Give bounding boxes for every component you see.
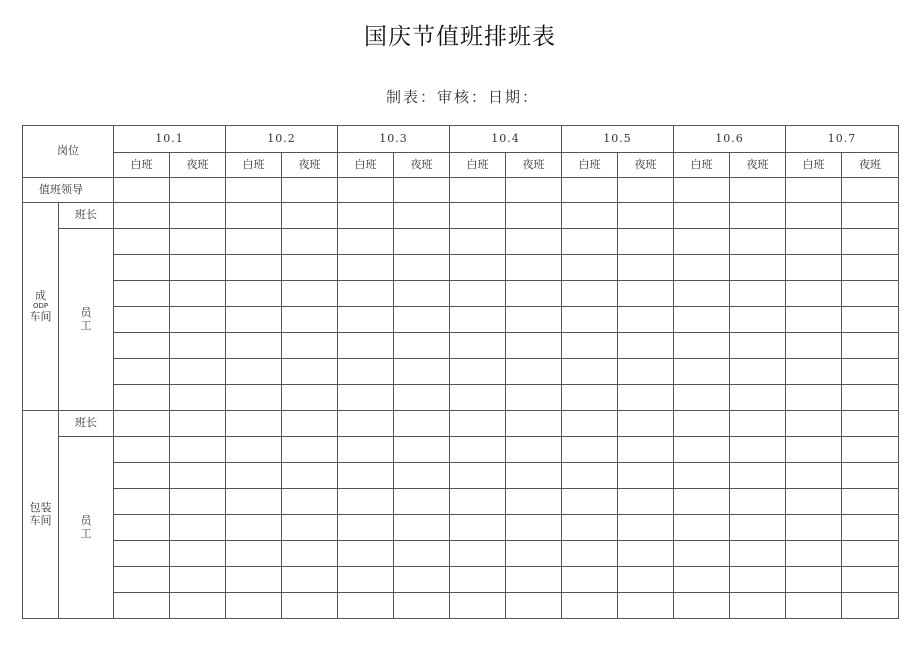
- sec1-staff0-day-4-cell[interactable]: [562, 437, 618, 463]
- sec1-staff2-night-1-cell[interactable]: [282, 489, 338, 515]
- sec0-staff1-night-5-cell[interactable]: [730, 255, 786, 281]
- sec1-foreman-day-6-cell[interactable]: [786, 411, 842, 437]
- day-shift-header: 白班: [562, 153, 618, 178]
- leader-night-6-cell[interactable]: [842, 178, 899, 203]
- sec1-staff4-day-3-cell[interactable]: [450, 541, 506, 567]
- sec0-staff5-day-1-cell[interactable]: [226, 359, 282, 385]
- sec0-staff0-day-5-cell[interactable]: [674, 229, 730, 255]
- sec0-staff2-night-4-cell[interactable]: [618, 281, 674, 307]
- sec0-staff2-night-6-cell[interactable]: [842, 281, 899, 307]
- foreman-row: [23, 203, 899, 229]
- sec1-staff4-night-2-cell[interactable]: [394, 541, 450, 567]
- sec0-staff3-night-5-cell[interactable]: [730, 307, 786, 333]
- sec1-staff2-day-0-cell[interactable]: [114, 489, 170, 515]
- sec1-foreman-day-3-cell[interactable]: [450, 411, 506, 437]
- sec0-foreman-night-1-cell[interactable]: [282, 203, 338, 229]
- sec1-staff0-night-6-cell[interactable]: [842, 437, 899, 463]
- sec1-staff5-night-4-cell[interactable]: [618, 567, 674, 593]
- sec1-staff6-night-6-cell[interactable]: [842, 593, 899, 619]
- sec0-staff5-day-3-cell[interactable]: [450, 359, 506, 385]
- sec0-staff5-night-4-cell[interactable]: [618, 359, 674, 385]
- sec1-foreman-night-2-cell[interactable]: [394, 411, 450, 437]
- sec0-staff0-day-6-cell[interactable]: [786, 229, 842, 255]
- sec1-staff2-day-3-cell[interactable]: [450, 489, 506, 515]
- staff-row: [23, 567, 899, 593]
- sec0-staff5-night-0-cell[interactable]: [170, 359, 226, 385]
- sec0-staff6-day-5-cell[interactable]: [674, 385, 730, 411]
- foreman-label: 班长: [59, 411, 114, 437]
- sec0-staff1-night-2-cell[interactable]: [394, 255, 450, 281]
- staff-label-char-2: 工: [80, 318, 92, 332]
- sec0-staff6-day-4-cell[interactable]: [562, 385, 618, 411]
- staff-row: [23, 229, 899, 255]
- sec0-staff3-day-6-cell[interactable]: [786, 307, 842, 333]
- department-name-top: 成: [35, 289, 46, 303]
- sec1-staff0-night-5-cell[interactable]: [730, 437, 786, 463]
- sec1-staff5-night-2-cell[interactable]: [394, 567, 450, 593]
- staff-row: [23, 541, 899, 567]
- leader-label: 值班领导: [23, 178, 114, 203]
- sec0-foreman-night-6-cell[interactable]: [842, 203, 899, 229]
- sec0-staff6-day-0-cell[interactable]: [114, 385, 170, 411]
- sec0-staff3-night-0-cell[interactable]: [170, 307, 226, 333]
- date-header: 10.6: [674, 126, 786, 153]
- sec1-staff5-night-1-cell[interactable]: [282, 567, 338, 593]
- sec0-staff4-night-4-cell[interactable]: [618, 333, 674, 359]
- sec1-staff5-day-0-cell[interactable]: [114, 567, 170, 593]
- sec1-staff3-night-4-cell[interactable]: [618, 515, 674, 541]
- sec0-staff5-night-3-cell[interactable]: [506, 359, 562, 385]
- sec1-staff1-night-4-cell[interactable]: [618, 463, 674, 489]
- sec0-staff2-day-4-cell[interactable]: [562, 281, 618, 307]
- sec0-foreman-day-6-cell[interactable]: [786, 203, 842, 229]
- sec0-staff6-night-2-cell[interactable]: [394, 385, 450, 411]
- sec1-staff2-night-0-cell[interactable]: [170, 489, 226, 515]
- staff-row: [23, 281, 899, 307]
- leader-day-5-cell[interactable]: [674, 178, 730, 203]
- sec0-staff1-night-0-cell[interactable]: [170, 255, 226, 281]
- sec0-staff1-day-6-cell[interactable]: [786, 255, 842, 281]
- sec0-staff0-night-5-cell[interactable]: [730, 229, 786, 255]
- sec1-staff6-day-3-cell[interactable]: [450, 593, 506, 619]
- sec0-staff1-night-1-cell[interactable]: [282, 255, 338, 281]
- sec1-staff1-night-5-cell[interactable]: [730, 463, 786, 489]
- day-shift-header: 白班: [114, 153, 170, 178]
- night-shift-header: 夜班: [506, 153, 562, 178]
- sec1-staff0-night-2-cell[interactable]: [394, 437, 450, 463]
- sec1-staff3-night-3-cell[interactable]: [506, 515, 562, 541]
- sec0-staff5-day-4-cell[interactable]: [562, 359, 618, 385]
- sec0-staff1-day-5-cell[interactable]: [674, 255, 730, 281]
- sec1-staff1-day-2-cell[interactable]: [338, 463, 394, 489]
- sec0-staff0-night-1-cell[interactable]: [282, 229, 338, 255]
- sec0-foreman-day-1-cell[interactable]: [226, 203, 282, 229]
- sec0-staff6-night-6-cell[interactable]: [842, 385, 899, 411]
- sec0-staff2-night-1-cell[interactable]: [282, 281, 338, 307]
- sec0-staff4-day-6-cell[interactable]: [786, 333, 842, 359]
- sec1-staff5-day-5-cell[interactable]: [674, 567, 730, 593]
- sec0-staff4-day-5-cell[interactable]: [674, 333, 730, 359]
- sec0-staff2-day-6-cell[interactable]: [786, 281, 842, 307]
- night-shift-header: 夜班: [618, 153, 674, 178]
- sec1-staff3-day-5-cell[interactable]: [674, 515, 730, 541]
- sec1-staff1-day-0-cell[interactable]: [114, 463, 170, 489]
- sec1-staff3-day-6-cell[interactable]: [786, 515, 842, 541]
- date-header: 10.2: [226, 126, 338, 153]
- sec1-staff6-day-6-cell[interactable]: [786, 593, 842, 619]
- sec1-staff2-day-6-cell[interactable]: [786, 489, 842, 515]
- sec1-staff6-night-4-cell[interactable]: [618, 593, 674, 619]
- sec0-staff4-day-3-cell[interactable]: [450, 333, 506, 359]
- sec1-staff5-day-1-cell[interactable]: [226, 567, 282, 593]
- sec1-foreman-day-2-cell[interactable]: [338, 411, 394, 437]
- sec0-staff2-day-2-cell[interactable]: [338, 281, 394, 307]
- sec0-staff3-night-2-cell[interactable]: [394, 307, 450, 333]
- page-title: 国庆节值班排班表: [364, 24, 556, 50]
- sec1-foreman-day-4-cell[interactable]: [562, 411, 618, 437]
- sec1-staff4-night-6-cell[interactable]: [842, 541, 899, 567]
- sec0-staff5-night-6-cell[interactable]: [842, 359, 899, 385]
- sec1-staff3-day-0-cell[interactable]: [114, 515, 170, 541]
- sec0-staff3-day-4-cell[interactable]: [562, 307, 618, 333]
- sec0-staff5-night-1-cell[interactable]: [282, 359, 338, 385]
- sec1-staff3-night-6-cell[interactable]: [842, 515, 899, 541]
- sec1-staff3-night-0-cell[interactable]: [170, 515, 226, 541]
- sec0-staff2-day-3-cell[interactable]: [450, 281, 506, 307]
- sec1-staff4-night-0-cell[interactable]: [170, 541, 226, 567]
- sec1-staff1-night-2-cell[interactable]: [394, 463, 450, 489]
- sec1-staff5-day-6-cell[interactable]: [786, 567, 842, 593]
- sec0-staff1-day-1-cell[interactable]: [226, 255, 282, 281]
- night-shift-header: 夜班: [730, 153, 786, 178]
- sec1-foreman-night-0-cell[interactable]: [170, 411, 226, 437]
- sec0-foreman-night-3-cell[interactable]: [506, 203, 562, 229]
- sec1-staff0-night-0-cell[interactable]: [170, 437, 226, 463]
- sec1-foreman-night-5-cell[interactable]: [730, 411, 786, 437]
- schedule-table: [22, 125, 899, 619]
- sec1-staff1-night-6-cell[interactable]: [842, 463, 899, 489]
- sec0-staff3-day-0-cell[interactable]: [114, 307, 170, 333]
- sec0-staff4-night-6-cell[interactable]: [842, 333, 899, 359]
- staff-row: [23, 593, 899, 619]
- leader-night-0-cell[interactable]: [170, 178, 226, 203]
- staff-row: [23, 463, 899, 489]
- date-header: 10.4: [450, 126, 562, 153]
- sec1-staff4-day-6-cell[interactable]: [786, 541, 842, 567]
- sec0-staff2-day-1-cell[interactable]: [226, 281, 282, 307]
- foreman-row: [23, 411, 899, 437]
- sec0-staff5-day-0-cell[interactable]: [114, 359, 170, 385]
- sec0-staff6-night-1-cell[interactable]: [282, 385, 338, 411]
- sec0-foreman-night-4-cell[interactable]: [618, 203, 674, 229]
- sec0-staff4-day-0-cell[interactable]: [114, 333, 170, 359]
- sec1-staff1-day-3-cell[interactable]: [450, 463, 506, 489]
- sec1-staff2-day-2-cell[interactable]: [338, 489, 394, 515]
- day-shift-header: 白班: [674, 153, 730, 178]
- sec0-staff5-night-5-cell[interactable]: [730, 359, 786, 385]
- sec0-foreman-day-5-cell[interactable]: [674, 203, 730, 229]
- leader-night-2-cell[interactable]: [394, 178, 450, 203]
- sec0-staff1-day-3-cell[interactable]: [450, 255, 506, 281]
- sec1-staff0-day-1-cell[interactable]: [226, 437, 282, 463]
- day-shift-header: 白班: [338, 153, 394, 178]
- sec1-staff2-day-4-cell[interactable]: [562, 489, 618, 515]
- sec0-foreman-night-2-cell[interactable]: [394, 203, 450, 229]
- department-code: ODP: [32, 302, 49, 311]
- sec1-foreman-day-1-cell[interactable]: [226, 411, 282, 437]
- sec0-staff1-night-4-cell[interactable]: [618, 255, 674, 281]
- date-header: 10.7: [786, 126, 899, 153]
- sec0-staff4-night-5-cell[interactable]: [730, 333, 786, 359]
- sec0-staff3-night-6-cell[interactable]: [842, 307, 899, 333]
- sec1-staff3-day-3-cell[interactable]: [450, 515, 506, 541]
- leader-day-0-cell[interactable]: [114, 178, 170, 203]
- sec1-staff6-day-4-cell[interactable]: [562, 593, 618, 619]
- leader-night-1-cell[interactable]: [282, 178, 338, 203]
- sec0-staff0-day-3-cell[interactable]: [450, 229, 506, 255]
- sec0-staff3-night-1-cell[interactable]: [282, 307, 338, 333]
- sec1-staff1-day-1-cell[interactable]: [226, 463, 282, 489]
- sec0-staff2-night-2-cell[interactable]: [394, 281, 450, 307]
- sec1-staff4-day-5-cell[interactable]: [674, 541, 730, 567]
- sec1-staff2-day-5-cell[interactable]: [674, 489, 730, 515]
- sec1-foreman-night-3-cell[interactable]: [506, 411, 562, 437]
- sec0-staff3-day-3-cell[interactable]: [450, 307, 506, 333]
- sec1-staff6-night-3-cell[interactable]: [506, 593, 562, 619]
- sec1-staff3-night-2-cell[interactable]: [394, 515, 450, 541]
- staff-row: [23, 255, 899, 281]
- sec0-staff5-night-2-cell[interactable]: [394, 359, 450, 385]
- leader-day-1-cell[interactable]: [226, 178, 282, 203]
- staff-label-char-1: 员: [80, 514, 92, 528]
- sec1-foreman-day-0-cell[interactable]: [114, 411, 170, 437]
- day-shift-header: 白班: [450, 153, 506, 178]
- sec0-staff6-night-0-cell[interactable]: [170, 385, 226, 411]
- sec0-staff4-night-3-cell[interactable]: [506, 333, 562, 359]
- department-name-bottom: 车间: [29, 309, 52, 323]
- sec0-staff1-night-3-cell[interactable]: [506, 255, 562, 281]
- sec0-staff6-night-4-cell[interactable]: [618, 385, 674, 411]
- sec0-staff0-night-4-cell[interactable]: [618, 229, 674, 255]
- sec1-staff3-day-2-cell[interactable]: [338, 515, 394, 541]
- night-shift-header: 夜班: [170, 153, 226, 178]
- sec0-staff6-night-5-cell[interactable]: [730, 385, 786, 411]
- sec1-staff6-day-0-cell[interactable]: [114, 593, 170, 619]
- staff-row: [23, 489, 899, 515]
- sec1-staff5-night-6-cell[interactable]: [842, 567, 899, 593]
- sec0-foreman-day-2-cell[interactable]: [338, 203, 394, 229]
- sec1-staff0-day-5-cell[interactable]: [674, 437, 730, 463]
- sec1-staff4-day-1-cell[interactable]: [226, 541, 282, 567]
- sec0-staff2-night-0-cell[interactable]: [170, 281, 226, 307]
- staff-label-char-1: 员: [80, 306, 92, 320]
- department-name-top: 包装: [29, 501, 52, 515]
- sec0-staff4-night-2-cell[interactable]: [394, 333, 450, 359]
- sec0-staff2-night-5-cell[interactable]: [730, 281, 786, 307]
- form-meta-line: 制表：审核：日期：: [386, 88, 540, 106]
- department-label: [23, 203, 59, 411]
- leader-night-4-cell[interactable]: [618, 178, 674, 203]
- sec1-staff2-night-3-cell[interactable]: [506, 489, 562, 515]
- staff-row: [23, 437, 899, 463]
- leader-day-3-cell[interactable]: [450, 178, 506, 203]
- staff-row: [23, 515, 899, 541]
- sec0-staff1-day-2-cell[interactable]: [338, 255, 394, 281]
- foreman-label: 班长: [59, 203, 114, 229]
- sec0-staff4-night-0-cell[interactable]: [170, 333, 226, 359]
- sec0-staff0-night-0-cell[interactable]: [170, 229, 226, 255]
- sec1-staff0-day-3-cell[interactable]: [450, 437, 506, 463]
- night-shift-header: 夜班: [394, 153, 450, 178]
- date-header: 10.5: [562, 126, 674, 153]
- sec1-staff3-night-5-cell[interactable]: [730, 515, 786, 541]
- staff-label-char-2: 工: [80, 526, 92, 540]
- sec0-staff1-night-6-cell[interactable]: [842, 255, 899, 281]
- sec1-foreman-night-1-cell[interactable]: [282, 411, 338, 437]
- sec1-staff6-night-1-cell[interactable]: [282, 593, 338, 619]
- sec1-staff1-day-5-cell[interactable]: [674, 463, 730, 489]
- leader-night-3-cell[interactable]: [506, 178, 562, 203]
- sec0-staff2-day-5-cell[interactable]: [674, 281, 730, 307]
- sec1-staff4-night-4-cell[interactable]: [618, 541, 674, 567]
- sec1-staff2-night-4-cell[interactable]: [618, 489, 674, 515]
- sec1-staff4-day-4-cell[interactable]: [562, 541, 618, 567]
- leader-day-6-cell[interactable]: [786, 178, 842, 203]
- sec1-staff4-night-5-cell[interactable]: [730, 541, 786, 567]
- sec0-staff0-night-3-cell[interactable]: [506, 229, 562, 255]
- leader-row: [23, 178, 899, 203]
- sec1-staff4-day-0-cell[interactable]: [114, 541, 170, 567]
- sec0-staff4-day-1-cell[interactable]: [226, 333, 282, 359]
- date-header: 10.1: [114, 126, 226, 153]
- sec0-foreman-day-4-cell[interactable]: [562, 203, 618, 229]
- sec0-staff5-day-5-cell[interactable]: [674, 359, 730, 385]
- leader-day-2-cell[interactable]: [338, 178, 394, 203]
- sec1-foreman-night-6-cell[interactable]: [842, 411, 899, 437]
- sec0-foreman-night-0-cell[interactable]: [170, 203, 226, 229]
- sec0-staff6-day-6-cell[interactable]: [786, 385, 842, 411]
- sec1-staff1-day-4-cell[interactable]: [562, 463, 618, 489]
- sec1-staff0-night-1-cell[interactable]: [282, 437, 338, 463]
- sec1-foreman-day-5-cell[interactable]: [674, 411, 730, 437]
- sec0-foreman-day-3-cell[interactable]: [450, 203, 506, 229]
- sec1-staff4-day-2-cell[interactable]: [338, 541, 394, 567]
- sec1-staff1-day-6-cell[interactable]: [786, 463, 842, 489]
- sec0-staff2-night-3-cell[interactable]: [506, 281, 562, 307]
- sec1-staff5-night-5-cell[interactable]: [730, 567, 786, 593]
- sec1-staff5-day-4-cell[interactable]: [562, 567, 618, 593]
- sec1-staff0-day-6-cell[interactable]: [786, 437, 842, 463]
- staff-row: [23, 307, 899, 333]
- sec1-staff5-day-3-cell[interactable]: [450, 567, 506, 593]
- sec0-staff0-day-4-cell[interactable]: [562, 229, 618, 255]
- sec0-foreman-day-0-cell[interactable]: [114, 203, 170, 229]
- sec1-staff0-day-0-cell[interactable]: [114, 437, 170, 463]
- sec1-staff6-night-0-cell[interactable]: [170, 593, 226, 619]
- sec0-staff6-day-1-cell[interactable]: [226, 385, 282, 411]
- post-header: 岗位: [23, 126, 114, 178]
- sec1-staff5-night-0-cell[interactable]: [170, 567, 226, 593]
- staff-row: [23, 333, 899, 359]
- sec0-staff4-day-2-cell[interactable]: [338, 333, 394, 359]
- staff-label: [59, 229, 114, 411]
- leader-night-5-cell[interactable]: [730, 178, 786, 203]
- day-shift-header: 白班: [786, 153, 842, 178]
- sec0-staff1-day-4-cell[interactable]: [562, 255, 618, 281]
- sec1-staff0-night-3-cell[interactable]: [506, 437, 562, 463]
- sec0-staff0-day-2-cell[interactable]: [338, 229, 394, 255]
- sec0-staff1-day-0-cell[interactable]: [114, 255, 170, 281]
- header-shift-row: [23, 153, 899, 178]
- sec1-staff0-night-4-cell[interactable]: [618, 437, 674, 463]
- sec0-staff4-day-4-cell[interactable]: [562, 333, 618, 359]
- sec0-staff3-day-1-cell[interactable]: [226, 307, 282, 333]
- sec0-staff0-day-1-cell[interactable]: [226, 229, 282, 255]
- department-label: [23, 411, 59, 619]
- sec1-staff3-night-1-cell[interactable]: [282, 515, 338, 541]
- department-name-bottom: 车间: [29, 513, 52, 527]
- sec1-staff0-day-2-cell[interactable]: [338, 437, 394, 463]
- sec0-foreman-night-5-cell[interactable]: [730, 203, 786, 229]
- staff-row: [23, 385, 899, 411]
- sec1-staff2-night-2-cell[interactable]: [394, 489, 450, 515]
- sec1-staff6-day-1-cell[interactable]: [226, 593, 282, 619]
- sec1-staff4-night-3-cell[interactable]: [506, 541, 562, 567]
- sec1-staff1-night-1-cell[interactable]: [282, 463, 338, 489]
- leader-day-4-cell[interactable]: [562, 178, 618, 203]
- sec0-staff3-day-2-cell[interactable]: [338, 307, 394, 333]
- sec1-staff4-night-1-cell[interactable]: [282, 541, 338, 567]
- sec0-staff4-night-1-cell[interactable]: [282, 333, 338, 359]
- date-header: 10.3: [338, 126, 450, 153]
- sec1-staff2-night-5-cell[interactable]: [730, 489, 786, 515]
- sec0-staff3-day-5-cell[interactable]: [674, 307, 730, 333]
- sec1-staff1-night-0-cell[interactable]: [170, 463, 226, 489]
- night-shift-header: 夜班: [842, 153, 899, 178]
- sec1-staff5-night-3-cell[interactable]: [506, 567, 562, 593]
- header-date-row: [23, 126, 899, 153]
- sec1-staff6-day-5-cell[interactable]: [674, 593, 730, 619]
- sec1-staff6-day-2-cell[interactable]: [338, 593, 394, 619]
- day-shift-header: 白班: [226, 153, 282, 178]
- sec0-staff5-day-2-cell[interactable]: [338, 359, 394, 385]
- night-shift-header: 夜班: [282, 153, 338, 178]
- staff-row: [23, 359, 899, 385]
- sec1-staff3-day-4-cell[interactable]: [562, 515, 618, 541]
- sec1-staff3-day-1-cell[interactable]: [226, 515, 282, 541]
- sec0-staff6-night-3-cell[interactable]: [506, 385, 562, 411]
- sec0-staff5-day-6-cell[interactable]: [786, 359, 842, 385]
- sec0-staff3-night-4-cell[interactable]: [618, 307, 674, 333]
- sec0-staff6-day-2-cell[interactable]: [338, 385, 394, 411]
- sec1-foreman-night-4-cell[interactable]: [618, 411, 674, 437]
- sec0-staff0-night-2-cell[interactable]: [394, 229, 450, 255]
- sec1-staff6-night-5-cell[interactable]: [730, 593, 786, 619]
- sec0-staff6-day-3-cell[interactable]: [450, 385, 506, 411]
- sec0-staff3-night-3-cell[interactable]: [506, 307, 562, 333]
- sec0-staff0-day-0-cell[interactable]: [114, 229, 170, 255]
- staff-label: [59, 437, 114, 619]
- sec0-staff2-day-0-cell[interactable]: [114, 281, 170, 307]
- sec0-staff0-night-6-cell[interactable]: [842, 229, 899, 255]
- sec1-staff1-night-3-cell[interactable]: [506, 463, 562, 489]
- sec1-staff5-day-2-cell[interactable]: [338, 567, 394, 593]
- sec1-staff2-night-6-cell[interactable]: [842, 489, 899, 515]
- sec1-staff6-night-2-cell[interactable]: [394, 593, 450, 619]
- sec1-staff2-day-1-cell[interactable]: [226, 489, 282, 515]
